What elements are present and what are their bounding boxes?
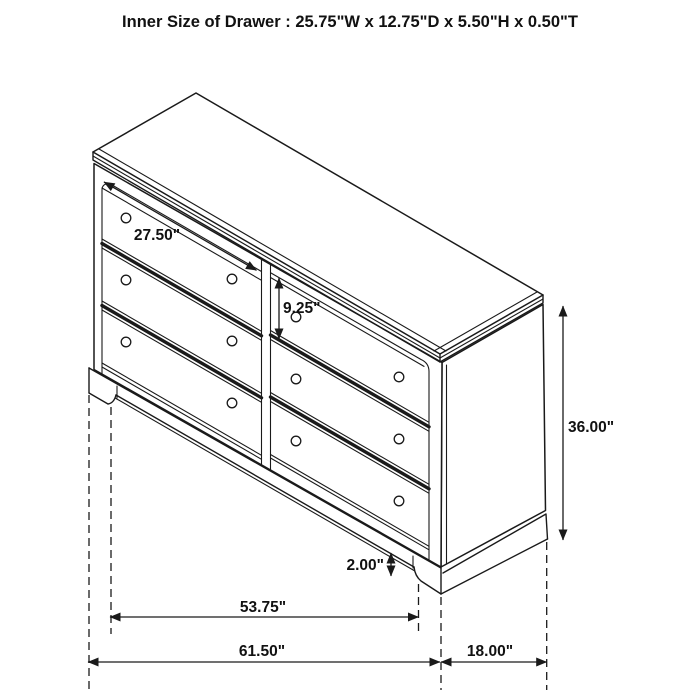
dresser-drawing: [89, 93, 548, 690]
dim-label-drawer-width: 27.50": [133, 227, 181, 244]
dim-label-foot-span: 53.75": [239, 599, 287, 616]
drawer-knob: [227, 398, 237, 408]
drawer-knob: [291, 436, 301, 446]
drawer-knob: [291, 374, 301, 384]
dim-label-overall-height: 36.00": [568, 419, 615, 436]
drawer-knob: [227, 274, 237, 284]
dimension-overall-width: [88, 643, 440, 662]
drawer-knob: [121, 213, 131, 223]
drawer-knob: [394, 372, 404, 382]
dim-label-overall-depth: 18.00": [466, 643, 514, 660]
dimension-base-height: [346, 553, 391, 576]
dimension-foot-span: [110, 599, 419, 617]
dim-label-overall-width: 61.50": [238, 643, 286, 660]
dimension-overall-depth: [441, 643, 547, 662]
drawer-knob: [394, 434, 404, 444]
diagram-title: Inner Size of Drawer : 25.75"W x 12.75"D x 5.50"H x 0.50"T: [122, 13, 578, 31]
drawer-knob: [121, 337, 131, 347]
drawer-knob: [227, 336, 237, 346]
dim-label-base-height: 2.00": [346, 557, 384, 574]
dim-label-drawer-height: 9.25": [283, 300, 321, 317]
dimension-overall-height: [563, 306, 614, 540]
drawer-knob: [121, 275, 131, 285]
drawer-knob: [394, 496, 404, 506]
